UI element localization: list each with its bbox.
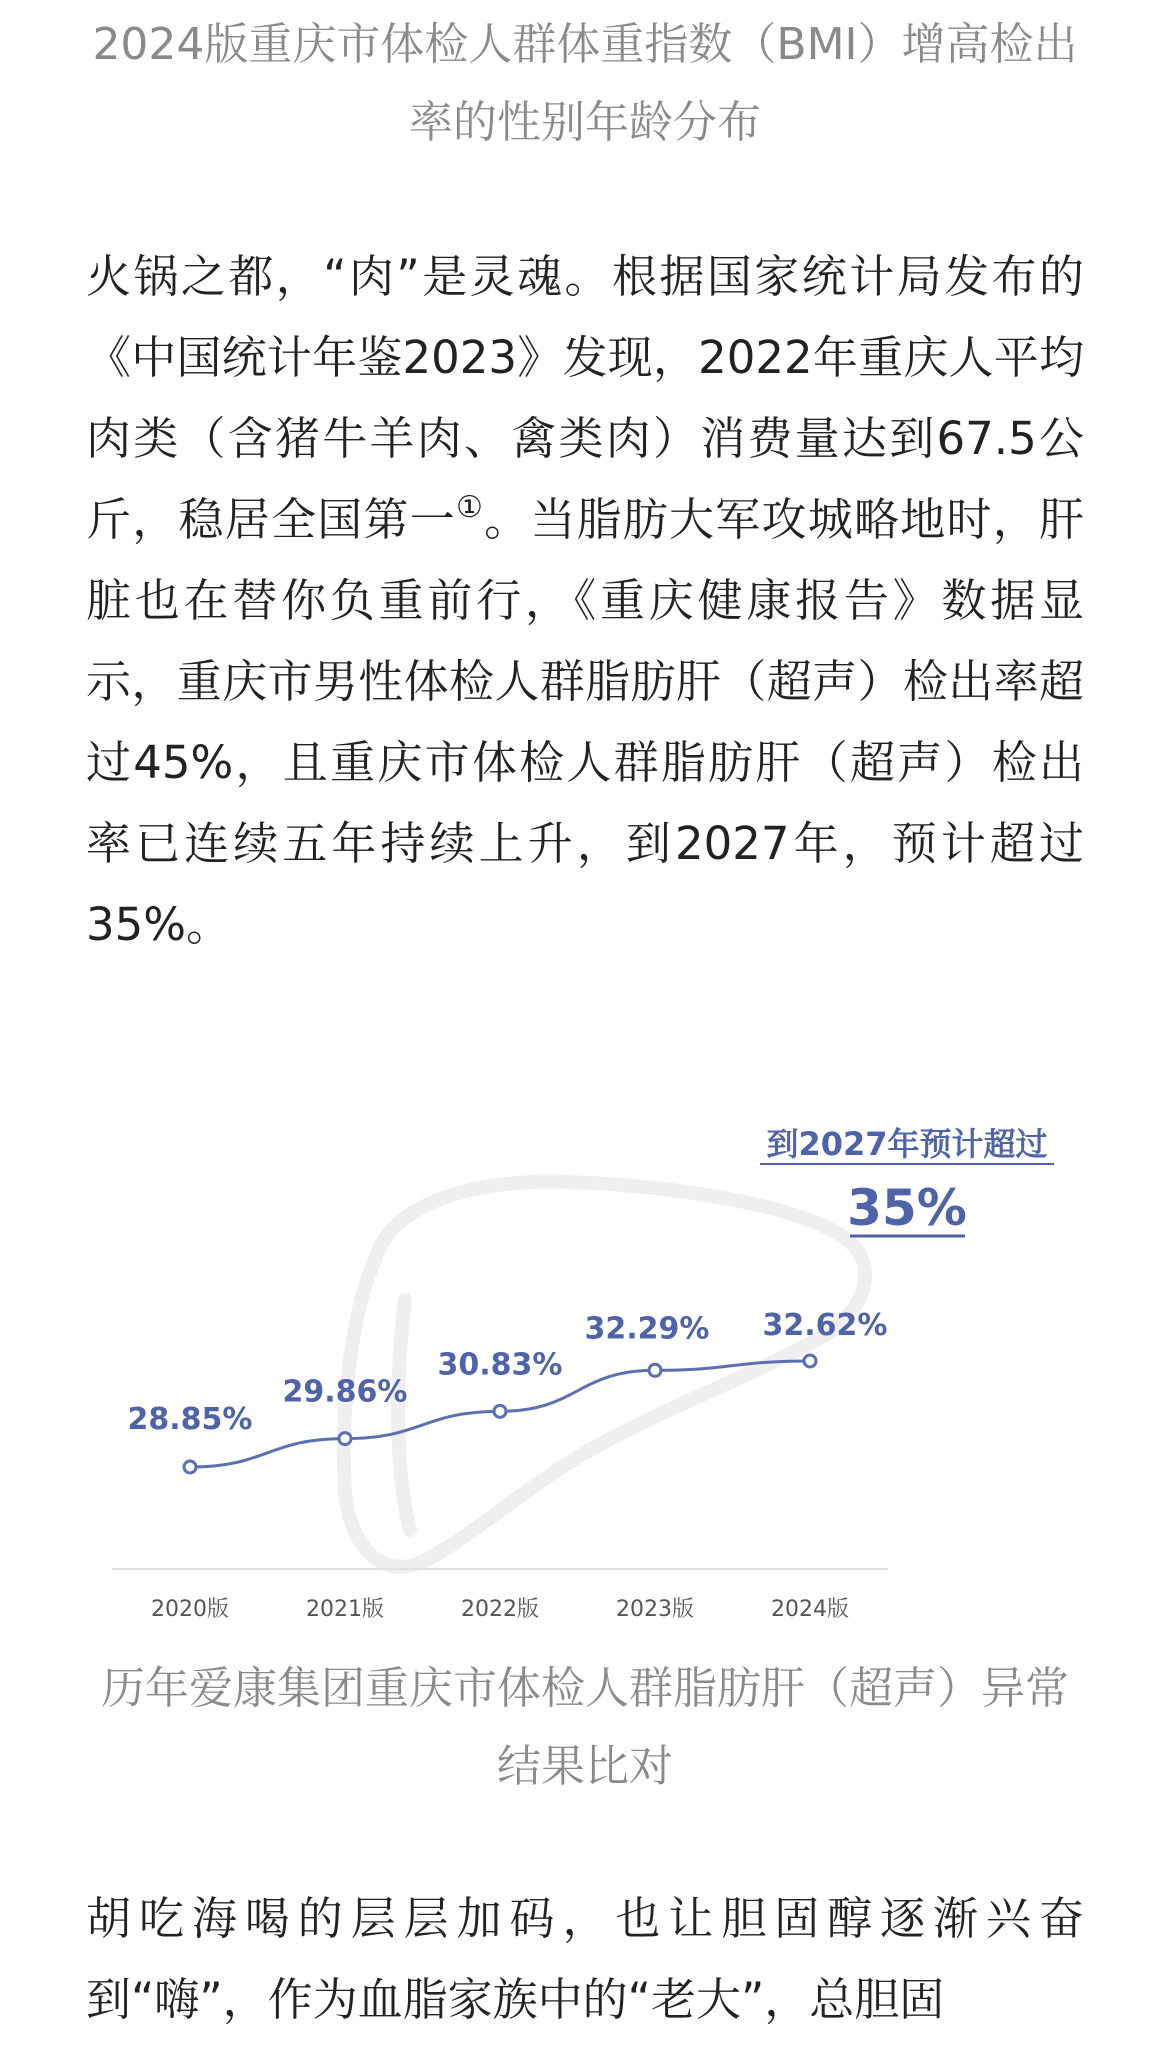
data-point-2: [339, 1433, 351, 1445]
x-tick-label-1: 2020版: [151, 1597, 229, 1622]
article-paragraph-1: [86, 236, 1084, 965]
annotation-value: 35%: [847, 1179, 967, 1237]
liver-watermark-icon: [344, 1182, 865, 1567]
data-point-3: [494, 1405, 506, 1417]
data-label-3: 30.83%: [437, 1347, 563, 1383]
data-label-1: 28.85%: [127, 1402, 253, 1437]
data-label-2: 29.86%: [282, 1374, 408, 1410]
figure-caption-bmi: 2024版重庆市体检人群体重指数（BMI）增高检出率的性别年龄分布: [92, 19, 1078, 148]
x-tick-label-3: 2022版: [461, 1597, 539, 1622]
chart-caption: 历年爱康集团重庆市体检人群脂肪肝（超声）异常结果比对: [101, 1663, 1069, 1792]
data-point-1: [184, 1461, 196, 1473]
footnote-marker[interactable]: ①: [455, 490, 485, 525]
liver-fat-line-chart: [0, 1110, 1170, 1650]
paragraph-1-text: 火锅之都，“肉”是灵魂。根据国家统计局发布的《中国统计年鉴2023》发现，2022年重庆人平均肉类（含猪牛羊肉、禽类肉）消费量达到67.5公斤，稳居全国第一: [86, 250, 1084, 546]
x-tick-label-5: 2024版: [771, 1597, 849, 1622]
article-paragraph-2: 胡吃海喝的层层加码，也让胆固醇逐渐兴奋到“嗨”，作为血脂家族中的“老大”，总胆固: [86, 1892, 1084, 2026]
x-tick-label-2: 2021版: [306, 1597, 384, 1622]
data-point-5: [804, 1355, 816, 1367]
data-label-4: 32.29%: [584, 1311, 710, 1347]
data-point-4: [649, 1364, 661, 1376]
data-label-5: 32.62%: [762, 1308, 888, 1343]
x-tick-label-4: 2023版: [616, 1597, 694, 1622]
paragraph-1-text-continued: 。当脂肪大军攻城略地时，肝脏也在替你负重前行，《重庆健康报告》数据显示，重庆市男性体检人群脂肪肝（超声）检出率超过45%，且重庆市体检人群脂肪肝（超声）检出率已连续五年持续上升，到2027年，预计超过35%。: [86, 493, 1084, 951]
annotation-line-1: 到2027年预计超过: [766, 1125, 1048, 1163]
